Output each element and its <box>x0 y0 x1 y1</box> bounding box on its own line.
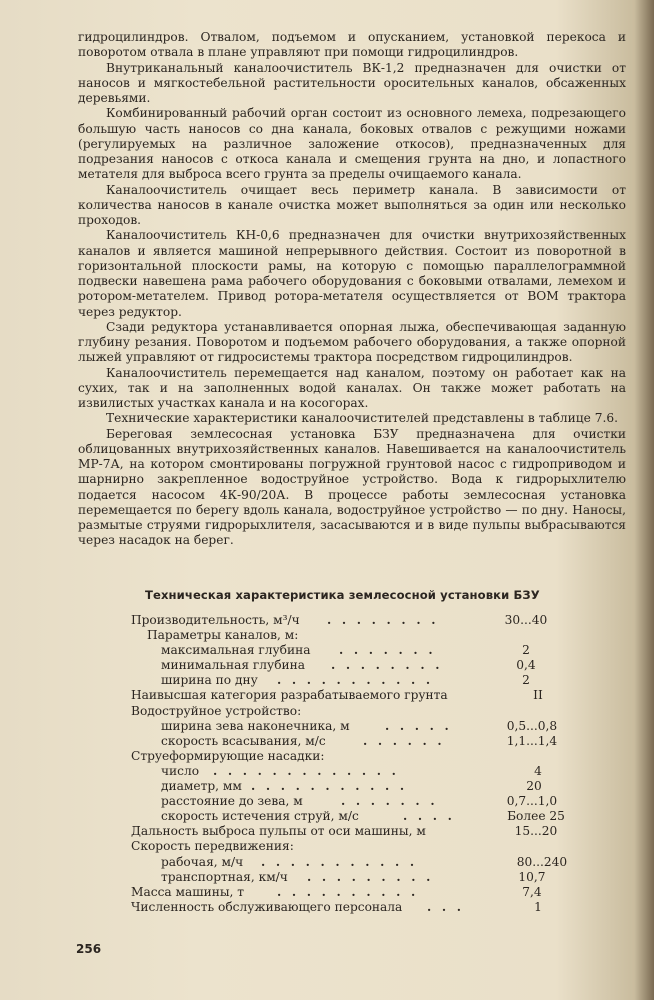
spec-row <box>131 613 591 628</box>
spec-label: рабочая, м/ч <box>161 854 244 869</box>
spec-label: скорость всасывания, м/с <box>161 733 326 748</box>
spec-row <box>131 824 591 839</box>
leader-dots: . . . <box>427 899 465 914</box>
spec-label: Параметры каналов, м: <box>147 628 299 643</box>
leader-dots: . . . . . . . . . . <box>277 884 419 899</box>
spec-value: 0,4 <box>516 658 536 673</box>
spec-row <box>131 779 591 794</box>
spec-value: 15...20 <box>514 824 558 839</box>
spec-label: максимальная глубина <box>161 643 311 658</box>
spec-value: 1 <box>534 899 542 914</box>
spec-label: Наивысшая категория разрабатываемого грунта <box>131 688 448 703</box>
spec-value: Более 25 <box>507 809 565 824</box>
spec-label: скорость истечения струй, м/с <box>161 809 359 824</box>
leader-dots: . . . . . <box>385 718 452 733</box>
spec-row <box>131 749 591 764</box>
leader-dots: . . . . . . <box>363 733 445 748</box>
leader-dots: . . . . . . . . <box>327 613 439 627</box>
spec-row <box>131 643 591 658</box>
spec-value: 7,4 <box>522 884 542 899</box>
spec-table <box>131 613 591 915</box>
spec-label: Численность обслуживающего персонала <box>131 899 403 914</box>
spec-label: Дальность выброса пульпы от оси машины, м <box>131 824 426 839</box>
spec-label: ширина зева наконечника, м <box>161 718 350 733</box>
paragraph: Береговая землесосная установка БЗУ предназначена для очистки облицованных внутрихозяйственных каналов. Навешивается на каналоочиститель МР-7А, на котором смонтированы погружной грунтовой насос с гидроприводом и шарнирно закрепленное водоструйное устройство. Вода к гидрорыхлителю подается насосом 4К-90/20А. В процессе работы землесосная установка перемещается по берегу вдоль канала, водоструйное устройство — по дну. Наносы, размытые струями гидрорыхлителя, засасываются и в виде пульпы выбрасываются через насадок на берег. <box>78 426 626 548</box>
paragraph: гидроцилиндров. Отвалом, подъемом и опусканием, установкой перекоса и поворотом отвала в плане управляют при помощи гидроцилиндров. <box>78 30 626 60</box>
spec-row <box>131 809 591 824</box>
spec-row <box>131 900 591 915</box>
spec-label: расстояние до зева, м <box>161 794 303 809</box>
spec-value: 10,7 <box>518 869 546 884</box>
leader-dots: . . . . . . . <box>339 643 436 658</box>
leader-dots: . . . . . . . . . . . . . <box>213 763 400 778</box>
spec-label: минимальная глубина <box>161 658 306 673</box>
spec-label: Скорость передвижения: <box>131 839 294 854</box>
spec-table-title: Техническая характеристика землесосной установки БЗУ <box>145 588 540 602</box>
spec-value: 20 <box>526 779 542 794</box>
paragraph: Технические характеристики каналоочистителей представлены в таблице 7.6. <box>106 411 618 426</box>
spec-row <box>131 704 591 719</box>
spec-label: диаметр, мм <box>161 779 242 794</box>
spec-row <box>131 855 591 870</box>
spec-row <box>131 658 591 673</box>
spec-row <box>131 885 591 900</box>
leader-dots: . . . . . . . . <box>331 658 443 673</box>
paragraph: Каналоочиститель очищает весь периметр канала. В зависимости от количества наносов в канале очистка может выполняться за один или несколько проходов. <box>78 182 626 227</box>
spec-label: число <box>161 763 200 778</box>
spec-row <box>131 719 591 734</box>
spec-label: транспортная, км/ч <box>161 869 288 884</box>
leader-dots: . . . . . . . . . . . <box>277 673 434 688</box>
spec-row <box>131 734 591 749</box>
leader-dots: . . . . . . . . . <box>307 869 434 884</box>
spec-row <box>131 688 591 703</box>
paragraph: Каналоочиститель перемещается над каналом, поэтому он работает как на сухих, так и на заполненных водой каналах. Он также может работать на извилистых участках канала и на косогорах. <box>78 365 626 410</box>
paragraph: Внутриканальный каналоочиститель ВК-1,2 предназначен для очистки от наносов и мягкостебельной растительности оросительных каналов, обсаженных деревьями. <box>78 60 626 105</box>
spec-value: 80...240 <box>516 854 568 869</box>
spec-value: 2 <box>522 643 530 658</box>
spec-value: 2 <box>522 673 530 688</box>
body-text <box>78 30 626 549</box>
leader-dots: . . . . <box>403 809 456 824</box>
spec-label: Водоструйное устройство: <box>131 703 302 718</box>
spec-label: Струеформирующие насадки: <box>131 748 325 763</box>
leader-dots: . . . . . . . . . . . <box>261 854 418 869</box>
spec-row <box>131 673 591 688</box>
leader-dots: . . . . . . . . . . . <box>251 779 408 794</box>
paragraph: Каналоочиститель КН-0,6 предназначен для очистки внутрихозяйственных каналов и является машиной непрерывного действия. Состоит из поворотной в горизонтальной плоскости рамы, на которую с помощью параллелограммной подвески навешена рама рабочего оборудования с боковыми отвалами, лемехом и ротором-метателем. Привод ротора-метателя осуществляется от ВОМ трактора через редуктор. <box>78 228 626 319</box>
spec-row <box>131 628 591 643</box>
leader-dots: . . . . . . . <box>341 794 438 809</box>
spec-value: II <box>533 688 543 703</box>
spec-value: 30...40 <box>504 613 548 627</box>
spec-row <box>131 764 591 779</box>
spec-label: Производительность, м³/ч <box>131 613 300 627</box>
spec-value: 1,1...1,4 <box>506 733 558 748</box>
spec-row <box>131 794 591 809</box>
spec-value: 4 <box>534 763 542 778</box>
spec-value: 0,7...1,0 <box>506 794 558 809</box>
spec-label: Масса машины, т <box>131 884 245 899</box>
spec-value: 0,5...0,8 <box>506 718 558 733</box>
paragraph: Сзади редуктора устанавливается опорная лыжа, обеспечивающая заданную глубину резания. Поворотом и подъемом рабочего оборудования, а также опорной лыжей управляют от гидросистемы трактора посредством гидроцилиндров. <box>78 319 626 365</box>
paragraph: Комбинированный рабочий орган состоит из основного лемеха, подрезающего большую часть наносов со дна канала, боковых отвалов с режущими ножами (регулируемых на различное заложение откосов), предназначенных для подрезания наносов с откоса канала и смещения грунта на дно, и лопастного метателя для выброса всего грунта за пределы очищаемого канала. <box>78 106 626 182</box>
spec-label: ширина по дну <box>161 673 258 688</box>
page-number: 256 <box>76 942 102 956</box>
spec-row <box>131 839 591 854</box>
spec-row <box>131 870 591 885</box>
